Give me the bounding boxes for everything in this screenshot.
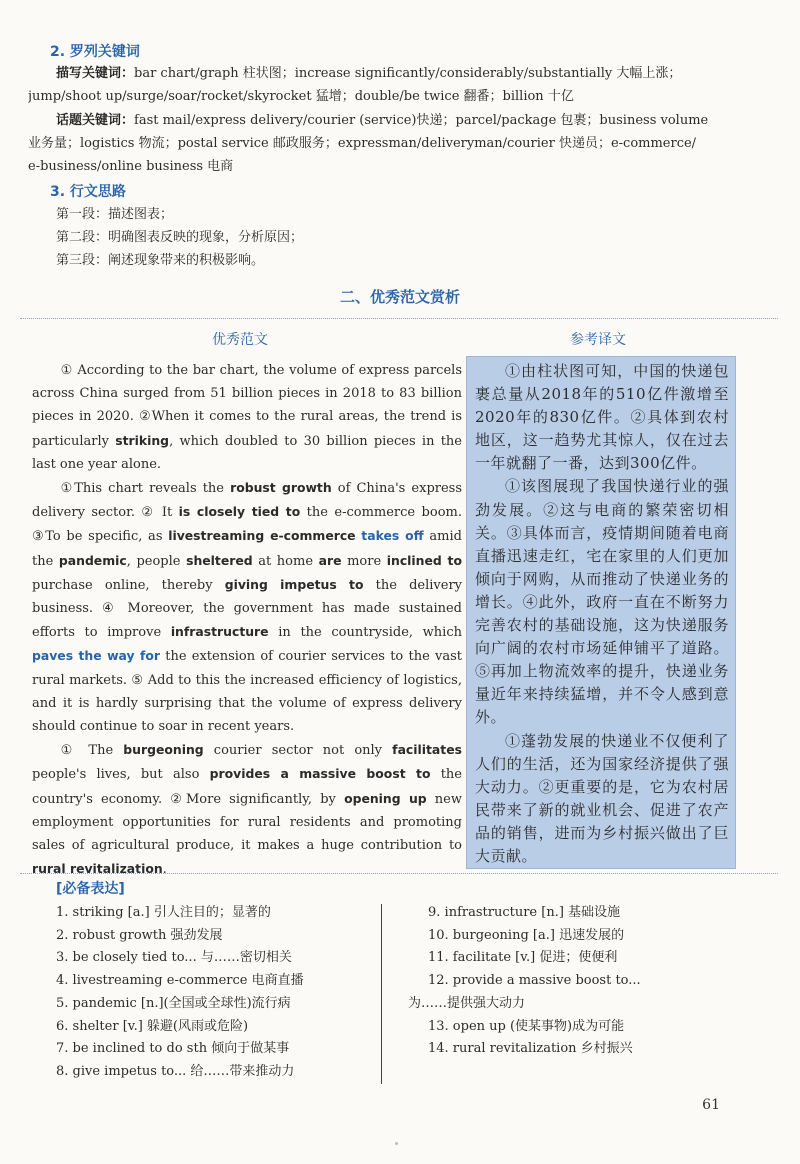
section-3-heading: 3. 行文思路 — [50, 184, 126, 200]
topic-keywords-line-2: 业务量；logistics 物流；postal service 邮政服务；expressman/deliveryman/courier 快递员；e-commerce/ — [28, 136, 697, 151]
essay-paragraph-1: ① According to the bar chart, the volume of express parcels across China surged from 51 billion pieces in 2018 to 83 billion pieces in 2020. ②When it comes to the rural areas, the trend is particularly striking, which doubled to 30 billion pieces in the last one year alone. — [32, 363, 462, 472]
outline-line-2: 第二段：明确图表反映的现象，分析原因； — [56, 230, 304, 245]
topic-keywords-line-3: e-business/online business 电商 — [28, 159, 234, 174]
outline-line-3: 第三段：阐述现象带来的积极影响。 — [56, 253, 265, 268]
list-item: 10. burgeoning [a.] 迅速发展的 — [428, 927, 625, 943]
descriptive-keywords-line-1: 描写关键词：bar chart/graph 柱状图；increase significantly/considerably/substantially 大幅上涨； — [56, 66, 682, 81]
translation-column-title: 参考译文 — [570, 332, 626, 348]
list-item: 8. give impetus to... 给……带来推动力 — [56, 1063, 295, 1079]
translation-paragraph-3: ①蓬勃发展的快递业不仅便利了人们的生活，还为国家经济提供了强大动力。②更重要的是，它为农村居民带来了新的就业机会、促进了农产品的销售，进而为乡村振兴做出了巨大贡献。 — [475, 731, 729, 865]
model-essay — [32, 359, 462, 881]
main-section-title: 二、优秀范文赏析 — [339, 288, 460, 306]
list-item: 9. infrastructure [n.] 基础设施 — [428, 905, 621, 920]
list-item: 为……提供强大动力 — [408, 995, 526, 1011]
list-item: 12. provide a massive boost to... — [428, 973, 641, 989]
essay-paragraph-2: ①This chart reveals the robust growth of China's express delivery sector. ② It is closely tied to the e-commerce boom. ③To be specific, as livestreaming e-commerce takes off amid the pandemic, people sheltered at home are more inclined to purchase online, thereby giving impetus to the delivery business. ④ Moreover, the government has made sustained efforts to improve infrastructure in the countryside, which paves the way for the extension of courier services to the vast rural markets. ⑤ Add to this the increased efficiency of logistics, and it is hardly surprising that the volume of express delivery should continue to soar in recent years. — [32, 480, 463, 735]
page-mark — [395, 1142, 398, 1145]
expressions-right-list — [408, 902, 641, 1061]
page-number: 61 — [702, 1097, 720, 1113]
dotted-divider — [20, 318, 778, 319]
list-item: 5. pandemic [n.](全国或全球性)流行病 — [56, 995, 291, 1011]
translation-box — [466, 356, 736, 869]
outline-line-1: 第一段：描述图表； — [56, 207, 174, 222]
essay-paragraph-3: ① The burgeoning courier sector not only facilitates people's lives, but also provides a massive boost to the country's economy. ②More significantly, by opening up new employment opportunities for rural residents and promoting sales of agricultural produce, it makes a huge contribution to rural revitalization. — [32, 742, 462, 878]
column-divider — [381, 904, 382, 1084]
list-item: 13. open up (使某事物)成为可能 — [428, 1018, 625, 1034]
list-item: 2. robust growth 强劲发展 — [56, 927, 223, 943]
list-item: 7. be inclined to do sth 倾向于做某事 — [56, 1041, 290, 1057]
list-item: 1. striking [a.] 引人注目的；显著的 — [56, 905, 271, 920]
dotted-divider-bottom — [20, 873, 778, 874]
topic-keywords-label: 话题关键词： — [56, 113, 135, 128]
descriptive-keywords-line-2: jump/shoot up/surge/soar/rocket/skyrocket 猛增；double/be twice 翻番；billion 十亿 — [28, 89, 574, 104]
list-item: 11. facilitate [v.] 促进；使便利 — [428, 950, 618, 966]
list-item: 6. shelter [v.] 躲避(风雨或危险) — [56, 1018, 249, 1034]
essay-column-title: 优秀范文 — [212, 332, 268, 348]
topic-keywords-line-1: 话题关键词：fast mail/express delivery/courier (service)快递；parcel/package 包裹；business volume — [56, 113, 709, 128]
expressions-title: [必备表达] — [56, 881, 125, 897]
translation-paragraph-1: ①由柱状图可知，中国的快递包裹总量从2018年的510亿件激增至2020年的830亿件。②具体到农村地区，这一趋势尤其惊人，仅在过去一年就翻了一番，达到300亿件。 — [475, 362, 729, 473]
section-2-heading: 2. 罗列关键词 — [50, 44, 140, 60]
expressions-left-list — [56, 902, 304, 1084]
list-item: 14. rural revitalization 乡村振兴 — [428, 1041, 633, 1057]
descriptive-keywords-label: 描写关键词： — [56, 66, 135, 81]
list-item: 3. be closely tied to... 与……密切相关 — [56, 950, 292, 966]
translation-paragraph-2: ①该图展现了我国快递行业的强劲发展。②这与电商的繁荣密切相关。③具体而言，疫情期间随着电商直播迅速走红，宅在家里的人们更加倾向于网购，从而推动了快递业务的增长。④此外，政府一直在不断努力完善农村的基础设施，这为快递服务向广阔的农村市场延伸铺平了道路。⑤再加上物流效率的提升，快递业务量近年来持续猛增，并不令人感到意外。 — [475, 477, 729, 727]
list-item: 4. livestreaming e-commerce 电商直播 — [56, 973, 304, 989]
